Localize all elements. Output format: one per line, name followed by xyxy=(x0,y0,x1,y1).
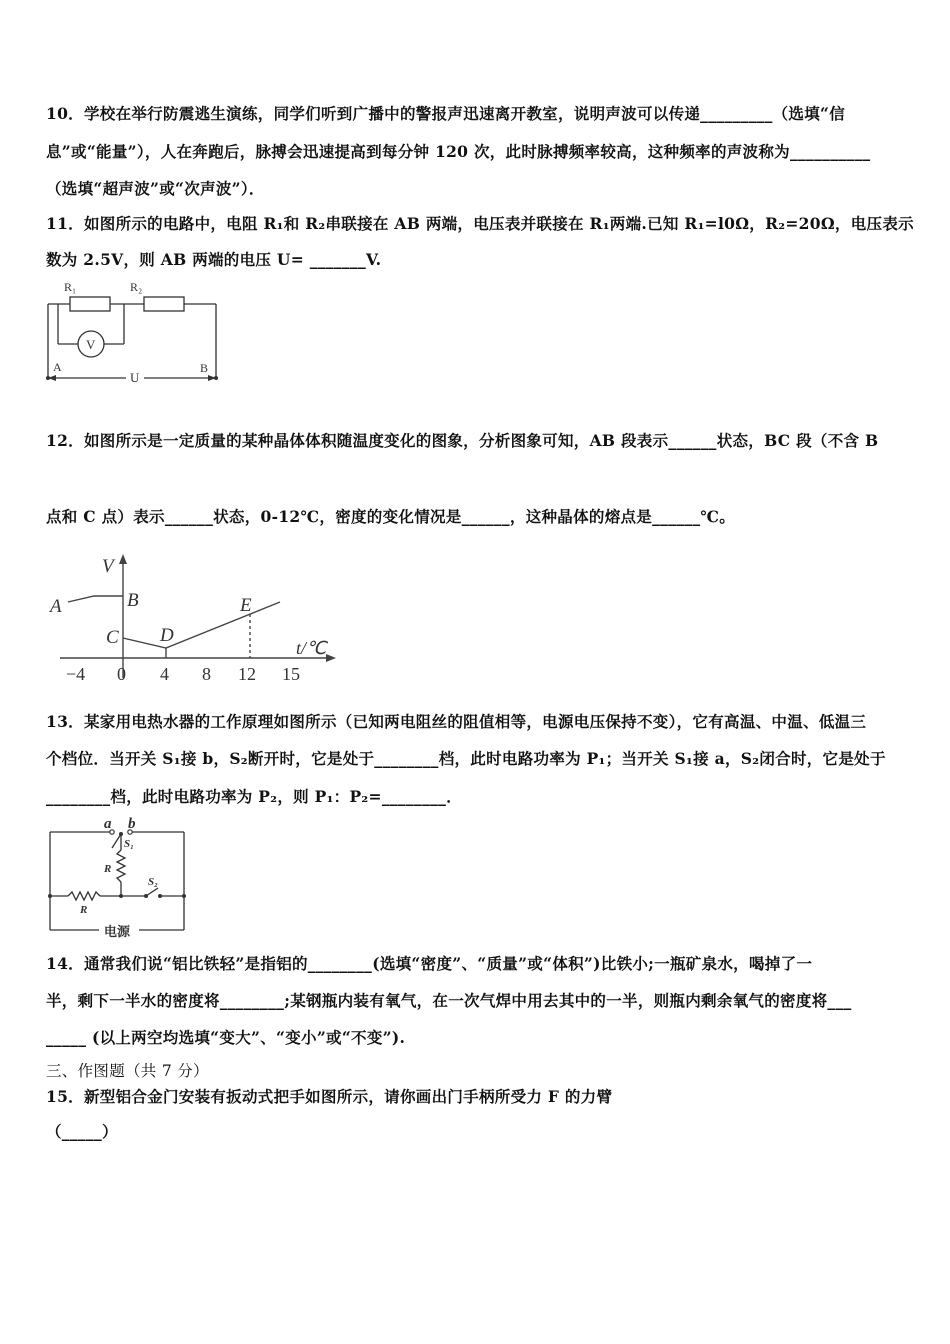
q10-line1: 10．学校在举行防震逃生演练，同学们听到广播中的警报声迅速离开教室，说明声波可以传递_________（选填“信 xyxy=(46,104,846,123)
point-d: D xyxy=(160,625,174,646)
q14-line3: _____ (以上两空均选填“变大”、“变小”或“不变”). xyxy=(46,1028,406,1047)
label-v: V xyxy=(102,556,114,577)
q11-line1: 11．如图所示的电路中，电阻 R₁和 R₂串联接在 AB 两端，电压表并联接在 R₁两端.已知 R₁=l0Ω，R₂=20Ω，电压表示 xyxy=(46,214,914,233)
q13-line1: 13．某家用电热水器的工作原理如图所示（已知两电阻丝的阻值相等，电源电压保持不变），它有高温、中温、低温三 xyxy=(46,712,867,731)
tick-minus4: −4 xyxy=(66,664,86,684)
label-s1: S₁ xyxy=(124,838,134,850)
label-t: t/℃ xyxy=(296,638,327,658)
q15-line2: （_____） xyxy=(46,1122,118,1141)
q13-heater-circuit xyxy=(44,814,192,940)
label-a: A xyxy=(53,360,62,374)
tick-4: 4 xyxy=(160,664,169,684)
point-b: B xyxy=(127,590,139,611)
tick-8: 8 xyxy=(202,664,211,684)
label-u: U xyxy=(130,370,140,385)
point-c: C xyxy=(106,627,119,648)
q15-line1: 15．新型铝合金门安装有扳动式把手如图所示，请你画出门手柄所受力 F 的力臂 xyxy=(46,1087,613,1106)
resistor-r1 xyxy=(70,297,110,311)
q11-line2: 数为 2.5V，则 AB 两端的电压 U= _______V. xyxy=(46,250,382,269)
q13-line3: ________档，此时电路功率为 P₂，则 P₁：P₂=________． xyxy=(46,787,463,806)
label-b: B xyxy=(200,361,209,375)
label-r2: R₂ xyxy=(130,280,143,294)
q13-line2: 个档位．当开关 S₁接 b，S₂断开时，它是处于________档，此时电路功率为 P₁；当开关 S₁接 a，S₂闭合时，它是处于 xyxy=(46,749,886,768)
label-s2: S₂ xyxy=(148,876,158,888)
q12-line2: 点和 C 点）表示______状态，0-12℃，密度的变化情况是______，这种晶体的熔点是______℃。 xyxy=(46,507,736,526)
label-voltmeter: V xyxy=(86,337,96,352)
label-contact-b: b xyxy=(128,816,136,832)
section-3-title: 三、作图题（共 7 分） xyxy=(46,1062,209,1080)
label-r-horizontal: R xyxy=(80,904,88,916)
q14-line1: 14．通常我们说“铝比铁轻”是指铝的________(选填“密度”、“质量”或“体积”)比铁小;一瓶矿泉水，喝掉了一 xyxy=(46,954,813,973)
point-a: A xyxy=(50,596,62,617)
tick-12: 12 xyxy=(238,664,256,684)
q11-circuit-diagram xyxy=(40,276,230,388)
q10-line2: 息”或“能量”），人在奔跑后，脉搏会迅速提高到每分钟 120 次，此时脉搏频率较高，这种频率的声波称为__________ xyxy=(46,142,871,161)
q12-line1: 12．如图所示是一定质量的某种晶体体积随温度变化的图象，分析图象可知，AB 段表示______状态，BC 段（不含 B xyxy=(46,431,879,450)
q10-line3: （选填“超声波”或“次声波”）． xyxy=(46,179,265,198)
label-r1: R₁ xyxy=(64,280,77,294)
label-r-vertical: R xyxy=(104,863,112,875)
tick-0: 0 xyxy=(117,664,126,684)
q12-volume-temperature-graph xyxy=(44,546,340,686)
label-contact-a: a xyxy=(104,816,112,832)
label-power-source: 电源 xyxy=(104,924,131,939)
q14-line2: 半，剩下一半水的密度将________;某钢瓶内装有氧气，在一次气焊中用去其中的一半，则瓶内剩余氧气的密度将___ xyxy=(46,991,852,1010)
resistor-r2 xyxy=(144,297,184,311)
point-e: E xyxy=(240,595,252,616)
tick-15: 15 xyxy=(282,664,300,684)
